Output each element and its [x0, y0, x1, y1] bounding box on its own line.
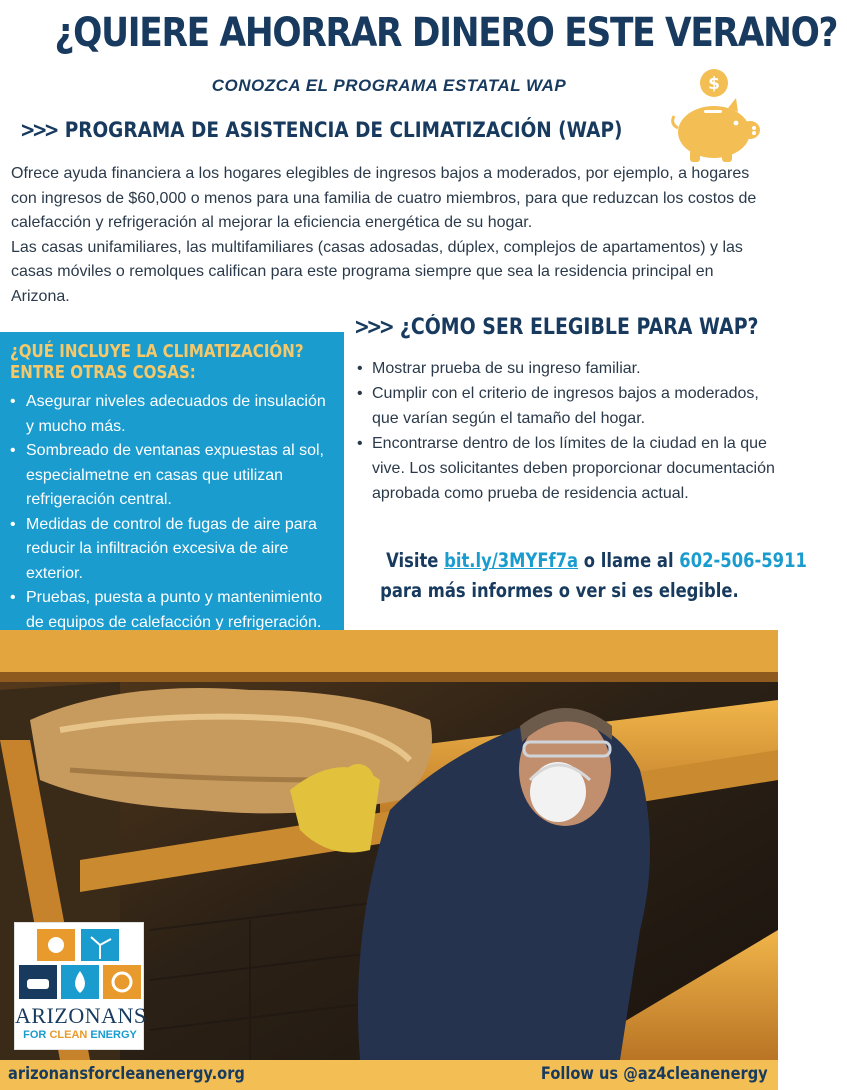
eligibility-heading-text: ¿CÓMO SER ELEGIBLE PARA WAP?: [399, 315, 759, 340]
chevrons-icon: >>>: [20, 118, 56, 142]
list-item: • Cumplir con el criterio de ingresos bajos a moderados, que varían según el tamaño del hogar.: [357, 381, 775, 431]
list-item: • Medidas de control de fugas de aire para reducir la infiltración excesiva de aire exterior.: [10, 513, 334, 587]
logo-word: ARIZONANS: [15, 1003, 147, 1028]
list-item: • Asegurar niveles adecuados de insulación y mucho más.: [10, 390, 334, 439]
call-to-action: [346, 546, 807, 606]
includes-heading-line-1: ¿QUÉ INCLUYE LA CLIMATIZACIÓN?: [10, 342, 304, 362]
cta-phone[interactable]: 602-506-5911: [679, 549, 807, 572]
cta-link[interactable]: bit.ly/3MYFf7a: [444, 549, 579, 572]
footer-social-handle[interactable]: Follow us @az4cleanenergy: [541, 1064, 768, 1084]
page-subtitle: CONOZCA EL PROGRAMA ESTATAL WAP: [211, 76, 567, 95]
includes-box: [0, 332, 344, 670]
intro-text: [11, 162, 769, 309]
footer-website-link[interactable]: arizonansforcleanenergy.org: [8, 1064, 245, 1084]
cta-visit: Visite: [386, 549, 439, 572]
eligibility-heading: [354, 315, 759, 340]
list-item: • Sombreado de ventanas expuestas al sol, especialmetne en casas que utilizan refrigeración central.: [10, 439, 334, 513]
arizonans-for-clean-energy-logo: [14, 922, 147, 1050]
eligibility-list: [357, 356, 775, 506]
logo-icon-grid: [15, 923, 145, 1003]
logo-subtitle: [15, 1029, 145, 1041]
piggy-bank-icon: [668, 66, 768, 166]
list-item: • Mostrar prueba de su ingreso familiar.: [357, 356, 775, 381]
list-item: • Pruebas, puesta a punto y mantenimiento de equipos de calefacción y refrigeración.: [10, 586, 334, 635]
svg-text:$: $: [708, 74, 720, 94]
includes-heading-line-2: ENTRE OTRAS COSAS:: [10, 363, 196, 383]
logo-sub-clean: CLEAN: [49, 1029, 88, 1041]
cta-line-1: [386, 546, 807, 576]
list-item: • Encontrarse dentro de los límites de la ciudad en la que vive. Los solicitantes deben proporcionar documentación aprobada como prueba de residencia actual.: [357, 431, 775, 506]
page-title: ¿QUIERE AHORRAR DINERO ESTE VERANO?: [54, 10, 838, 56]
wap-heading: [20, 118, 622, 142]
footer-bar: [0, 1060, 778, 1090]
chevrons-icon: >>>: [354, 315, 392, 340]
gear-bulb-icon: [103, 965, 141, 999]
logo-sub-energy: ENERGY: [90, 1029, 137, 1041]
intro-paragraph-1: Ofrece ayuda financiera a los hogares elegibles de ingresos bajos a moderados, por ejemplo, a hogares con ingresos de $60,000 o menos para una familia de cuatro miembros, para que reduzcan los costos de calefacción y refrigeración al mejorar la eficiencia energética de su hogar.: [11, 165, 757, 231]
includes-heading: [10, 342, 304, 384]
intro-paragraph-2: Las casas unifamiliares, las multifamiliares (casas adosadas, dúplex, complejos de apartamentos) y las casas móviles o remolques califican para este programa siempre que sea la residencia principal en Arizona.: [11, 238, 743, 305]
includes-list: [10, 390, 334, 635]
cta-or-call: o llame al: [583, 549, 674, 572]
logo-sub-for: FOR: [23, 1029, 47, 1041]
cta-line-2: para más informes o ver si es elegible.: [380, 579, 739, 602]
wap-heading-text: PROGRAMA DE ASISTENCIA DE CLIMATIZACIÓN (WAP): [64, 118, 623, 142]
